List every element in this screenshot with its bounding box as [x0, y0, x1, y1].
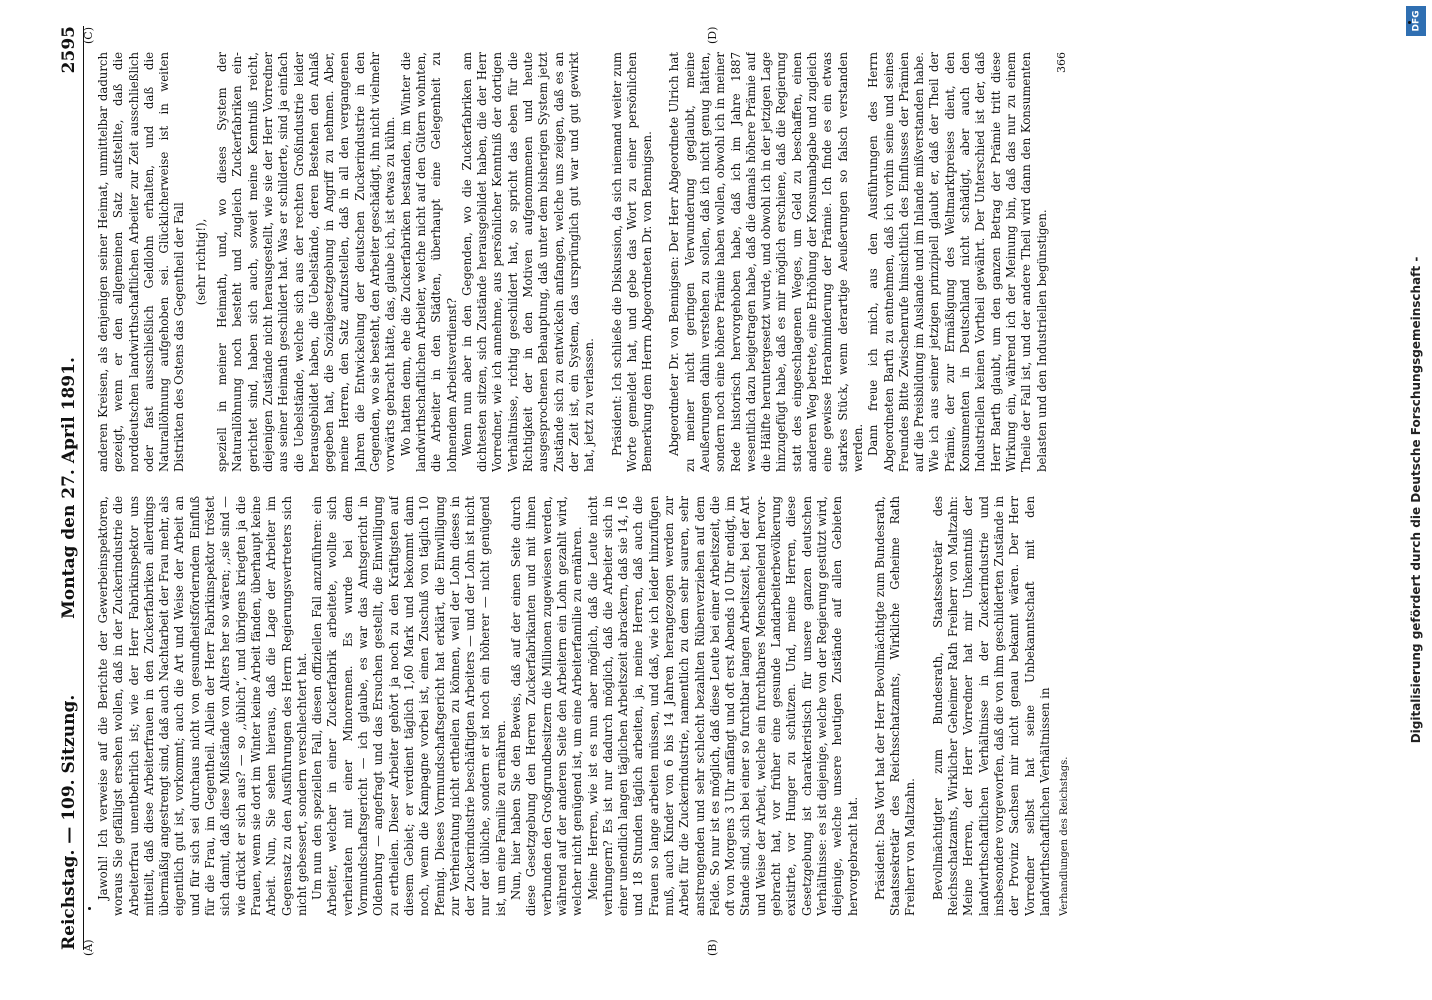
- digitization-credit: Digitalisierung gefördert durch die Deutsche Forschungsgemeinschaft -: [1409, 256, 1423, 744]
- margin-marker-d: (D): [706, 26, 719, 44]
- left-column: [96, 496, 1432, 916]
- print-speck: [1408, 21, 1411, 24]
- page-header: [54, 26, 84, 950]
- speaker-paragraph: Präsident: Das Wort hat der Herr Bevollmächtigte zum Bundesrath, Staatssekretär des Reichsschatzamts, Wirkliche Geheime Rath Freiherr von Maltzahn.: [872, 496, 918, 916]
- margin-marker-c: (C): [82, 27, 95, 44]
- paragraph: Wo hatten denn, ehe die Zuckerfabriken bestanden, im Winter die landwirthschaftlichen Arbeiter, welche nicht auf den Gütern wohnten, die Arbeiter in den Städten, überhaupt eine Gelegenheit zu lohnendem Arbeitsverdienst?: [398, 52, 459, 472]
- right-column: [96, 52, 1426, 472]
- paragraph: speziell in meiner Heimath, und, wo dieses System der Naturallöhnung noch besteht und zugleich Zuckerfabriken eingerichtet sind, haben sich auch, soweit meine Kenntniß reicht, diejenigen Zustände nicht herausgestellt, wie sie der Herr Vorredner aus seiner Heimath geschildert hat. Was er schilderte, sind ja einfach die Uebelstände, welche sich aus der rechten Großindustrie leider herausgebildet haben, die Uebelstände, deren Bestehen den Anlaß gegeben hat, die Sozialgesetzgebung in Angriff zu nehmen. Aber, meine Herren, den Satz aufzustellen, daß in all den vergangenen Jahren die Entwickelung der deutschen Zuckerindustrie in den Gegenden, wo sie besteht, den Arbeiter geschädigt, ihn nicht vielmehr vorwärts gebracht hätte, das, glaube ich, ist etwas zu kühn.: [215, 52, 398, 472]
- header-date: Montag den 27. April 1891.: [59, 357, 79, 619]
- footer-note: Verhandlungen des Reichstags.: [1059, 756, 1071, 916]
- speaker-paragraph: Bevollmächtigter zum Bundesrath, Staatssekretär des Reichsschatzamts, Wirklicher Geheimer Rath Freiherr von Maltzahn: Meine Herren, der Herr Vorredner hat mir Unkenntniß der landwirthschaftlichen Verhältnisse in der Zuckerindustrie und insbesondere vorgeworfen, daß die von ihm geschilderten Zustände in der Provinz Sachsen mir nicht genau bekannt wären. Der Herr Vorredner selbst hat seine Unbekanntschaft mit den landwirthschaftlichen Verhältnissen in: [930, 496, 1052, 916]
- margin-marker-b: (B): [706, 939, 719, 956]
- dfg-logo: DFG: [1406, 6, 1426, 36]
- sheet-number: 366: [1054, 52, 1068, 73]
- page-number: 2595: [59, 26, 79, 74]
- paragraph: Jawohl! Ich verweise auf die Berichte der Gewerbeinspektoren, woraus Sie gefälligst ersehen wollen, daß in der Zuckerindustrie die Arbeiterfrau unentbehrlich ist; wie der Herr Fabrikinspektor uns mitteilt, daß diese Arbeiterfrauen in den Zuckerfabriken allerdings übermäßig angestrengt sind, daß auch Nachtarbeit der Frau mehr, als eigentlich gut ist, vorkommt; auch die Art und Weise der Arbeit an und für sich sei durchaus nicht von gesundheitsförderndem Einfluß für die Frau, im Gegentheil. Allein der Herr Fabrikinspektor tröstet sich damit, daß diese Mißstände von Alters her so wären; ,,sie sind — wie drückt er sich aus? — so ,,üblich“, und übrigens kriegten ja die Frauen, wenn sie dort im Winter keine Arbeit fänden, überhaupt keine Arbeit. Nun, Sie sehen hieraus, daß die Lage der Arbeiter im Gegensatz zu den Ausführungen des Herrn Regierungsvertreters sich nicht gebessert, sondern verschlechtert hat.: [96, 496, 309, 916]
- paragraph: anderen Kreisen, als denjenigen seiner Heimat, unmittelbar dadurch gezeigt, wenn er den allgemeinen Satz aufstellte, daß die norddeutschen landwirthschaftlichen Arbeiter zur Zeit ausschließlich oder fast ausschließlich Geldlohn erhalten, und daß die Naturallöhnung aufgehoben sei. Glücklicherweise ist in weiten Distrikten des Ostens das Gegentheil der Fall: [96, 52, 187, 472]
- header-left: Reichstag. — 109. Sitzung.: [59, 694, 79, 950]
- paragraph: Meine Herren, wie ist es nun aber möglich, daß die Leute nicht verhungern? Es ist nur dadurch möglich, daß die Arbeiter sich in einer unendlich langen täglichen Arbeitszeit abrackern, daß sie 14, 16 und 18 Stunden täglich arbeiten, ja, meine Herren, daß auch die Frauen so lange arbeiten müssen, und daß, wie ich leider hinzufügen muß, auch Kinder von 6 bis 14 Jahren herangezogen werden zur Arbeit für die Zuckerindustrie, namentlich zu dem sehr sauren, sehr anstrengenden und sehr schlecht bezahlten Rübenverziehen auf dem Felde. So nur ist es möglich, daß diese Leute bei einer Arbeitszeit, die oft von Morgens 3 Uhr anfängt und oft erst Abends 10 Uhr endigt, im Stande sind, sich bei einer so furchtbar langen Arbeitszeit, bei der Art und Weise der Arbeit, welche ein furchtbares Menschenelend hervorgebracht hat, vor früher eine gesunde Landarbeiterbevölkerung existirte, vor Hunger zu schützen. Und, meine Herren, diese Gesetzgebung ist charakteristisch für unsere ganzen deutschen Verhältnisse: es ist diejenige, welche von der Regierung gestützt wird, diejenige, welche unsere heutigen Zustände auf allen Gebieten hervorgebracht hat.: [585, 496, 860, 916]
- paragraph: Um nun den speziellen Fall, diesen offiziellen Fall anzuführen: ein Arbeiter, welcher in einer Zuckerfabrik arbeitete, wollte sich verheiraten mit einer Minorennen. Es wurde bei dem Vormundschaftsgericht — ich glaube, es war das Amtsgericht in Oldenburg — angefragt und das Ersuchen gestellt, die Einwilligung zu ertheilen. Dieser Arbeiter gehört ja noch zu den Kräftigsten auf diesem Gebiet; er verdient täglich 1,60 Mark und bekommt dann noch, wenn die Kampagne vorbei ist, einen Zuschuß von täglich 10 Pfennig. Dieses Vormundschaftsgericht hat erklärt, die Einwilligung zur Verheiratung nicht ertheilen zu können, weil der Lohn dieses in der Zuckerindustrie beschäftigten Arbeiters — und der Lohn ist nicht nur der übliche, sondern er ist noch ein höherer — nicht genügend ist, um eine Familie zu ernähren.: [310, 496, 508, 916]
- paragraph: Wenn nun aber in den Gegenden, wo die Zuckerfabriken am dichtesten sitzen, sich Zustände herausgebildet haben, die der Herr Vorredner, wie ich annehme, aus persönlicher Kenntniß der dortigen Verhältnisse, richtig geschildert hat, so spricht das eben für die Richtigkeit der in den Motiven aufgenommenen und heute ausgesprochenen Behauptung, daß unter dem bisherigen System jetzt Zustände sich zu entwickeln anfangen, welche uns zeigen, daß es an der Zeit ist, ein System, das ursprünglich gut war und gut gewirkt hat, jetzt zu verlassen.: [459, 52, 597, 472]
- paragraph: Nun, hier haben Sie den Beweis, daß auf der einen Seite durch diese Gesetzgebung den Herren Zuckerfabrikanten und mit ihnen verbunden den Großgrundbesitzern die Millionen zugewiesen werden, während auf der anderen Seite den Arbeitern ein Lohn gezahlt wird, welcher nicht genügend ist, um eine Arbeiterfamilie zu ernähren.: [509, 496, 585, 916]
- margin-marker-a: (A): [82, 939, 95, 956]
- paragraph: Dann freue ich mich, aus den Ausführungen des Herrn Abgeordneten Barth zu entnehmen, daß ich vorhin seine und seines Freundes Bitte Zwischenrufe hinsichtlich des Einflusses der Prämien auf die Preisbildung im Auslande und im Inlande mißverstanden habe. Wie ich aus seiner jetzigen prinzipiell glaubt er, daß der Theil der Prämie, der zur Ermäßigung des Weltmarktpreises dient, den Konsumenten in Deutschland nicht schädigt, aber auch den Industriellen keinen Vortheil gewährt. Der Unterschied ist der, daß Herr Barth glaubt, um den ganzen Betrag der Prämie tritt diese Wirkung ein, während ich der Meinung bin, daß das nur zu einem Theile der Fall ist, und der andere Theil wird dann den Konsumenten belasten und den Industriellen begünstigen.: [866, 52, 1049, 472]
- speaker-paragraph: Abgeordneter Dr. von Bennigsen: Der Herr Abgeordnete Ulrich hat zu meiner nicht geringen Verwunderung geglaubt, meine Aeußerungen dahin verstehen zu sollen, daß ich nicht genug hätten, sondern noch eine höhere Prämie haben wollen, obwohl ich in meiner Rede historisch hervorgehoben habe, daß ich im Jahre 1887 wesentlich dazu beigetragen habe, daß die damals höhere Prämie auf die Hälfte heruntergesetzt wurde, und obwohl ich in der jetzigen Lage hinzugefügt habe, daß es mir möglich erschiene, daß die Regierung statt des eingeschlagenen Weges, um Geld zu beschaffen, einen anderen Weg betrete, eine Erhöhung der Konsumabgabe und zugleich eine gewisse Herabminderung der Prämie. Ich finde es ein etwas starkes Stück, wenn derartige Aeußerungen so falsch verstanden werden.: [667, 52, 865, 472]
- speaker-paragraph: Präsident: Ich schließe die Diskussion, da sich niemand weiter zum Worte gemeldet hat, und gebe das Wort zu einer persönlichen Bemerkung dem Herrn Abgeordneten Dr. von Bennigsen.: [609, 52, 655, 472]
- interjection: (sehr richtig!),: [193, 218, 208, 306]
- print-speck: [88, 907, 91, 910]
